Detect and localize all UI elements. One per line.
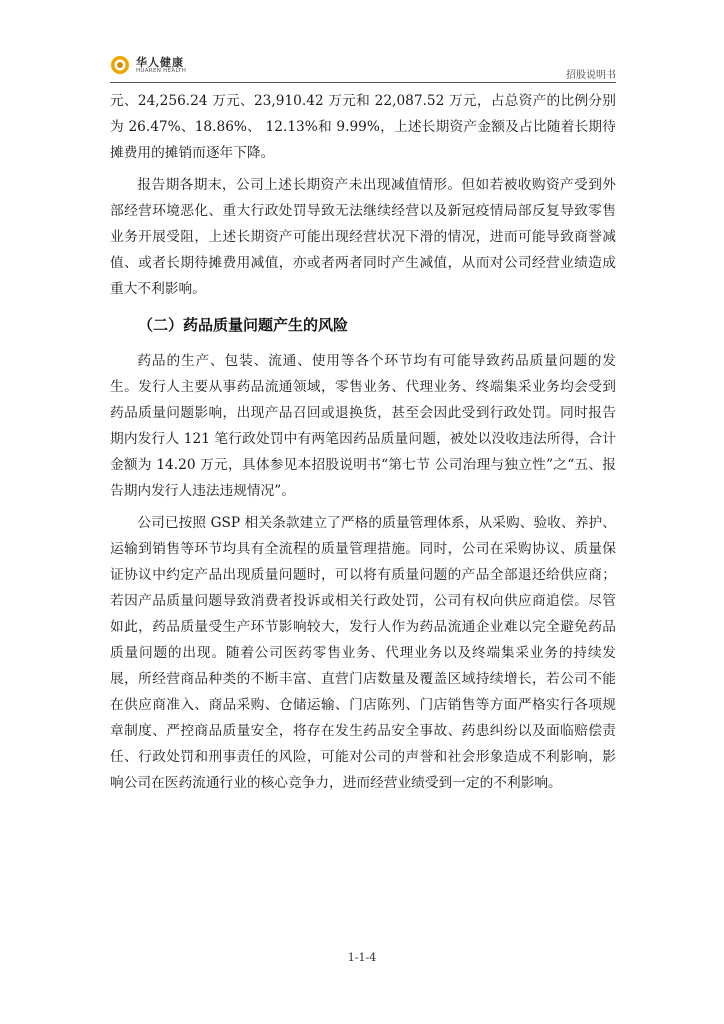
paragraph-drug-quality-issues: 药品的生产、包装、流通、使用等各个环节均有可能导致药品质量问题的发生。发行人主要从事药品流通领域，零售业务、代理业务、终端集采业务均会受到药品质量问题影响，出现产品召回或退换货，甚至会因此受到行政处罚。同时报告期内发行人 121 笔行政处罚中有两笔因药品质量问题，被处以没收违法所得，合计金额为 14.20 万元，具体参见本招股说明书“第七节 公司治理与独立性”之“五、报告期内发行人违法违规情况”。 [110,353,616,499]
page-header [110,52,616,82]
paragraph-quality-management: 公司已按照 GSP 相关条款建立了严格的质量管理体系，从采购、验收、养护、运输到销售等环节均具有全流程的质量管理措施。同时，公司在采购协议、质量保证协议中约定产品出现质量问题时，可以将有质量问题的产品全部退还给供应商；若因产品质量问题导致消费者投诉或相关行政处罚，公司有权向供应商追偿。尽管如此，药品质量受生产环节影响较大，发行人作为药品流通企业难以完全避免药品质量问题的出现。随着公司医药零售业务、代理业务以及终端集采业务的持续发展，所经营商品种类的不断丰富、直营门店数量及覆盖区域持续增长，若公司不能在供应商准入、商品采购、仓储运输、门店陈列、门店销售等方面严格实行各项规章制度、严控商品质量安全，将存在发生药品安全事故、药患纠纷以及面临赔偿责任、行政处罚和刑事责任的风险，可能对公司的声誉和社会形象造成不利影响，影响公司在医药流通行业的核心竞争力，进而经营业绩受到一定的不利影响。 [110,515,616,791]
document-type-label: 招股说明书 [566,70,616,81]
page-number: 1-1-4 [347,951,377,964]
header-divider [110,82,616,83]
logo-chinese-text: 华人健康 [136,56,184,69]
paragraph-impairment-risk: 报告期各期末，公司上述长期资产未出现减值情形。但如若被收购资产受到外部经营环境恶化、重大行政处罚导致无法继续经营以及新冠疫情局部反复导致零售业务开展受阻，上述长期资产可能出现经营状况下滑的情况，进而可能导致商誉减值、或者长期待摊费用减值，亦或者两者同时产生减值，从而对公司经营业绩造成重大不利影响。 [110,177,616,297]
page-content [110,88,616,796]
paragraph-long-term-assets-decline: 元、24,256.24 万元、23,910.42 万元和 22,087.52 万元，占总资产的比例分别为 26.47%、18.86%、 12.13%和 9.99%，上述长期资产金额及占比随着长期待摊费用的摊销而逐年下降。 [110,93,616,161]
logo-sun-icon [110,55,130,75]
section-heading-drug-quality-risk: （二）药品质量问题产生的风险 [138,316,349,334]
logo-english-text: HUAREN HEALTH [136,68,187,74]
